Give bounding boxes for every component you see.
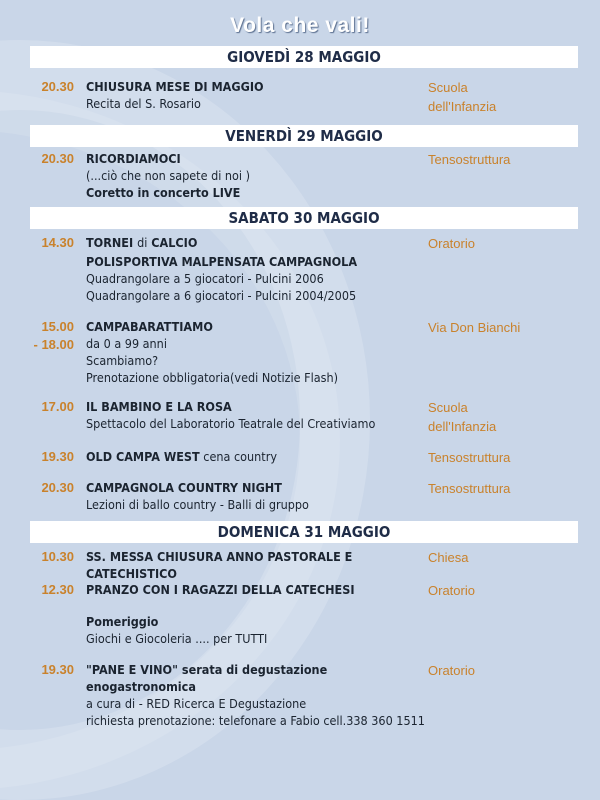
event-detail: richiesta prenotazione: telefonare a Fabio cell.338 360 1511	[86, 713, 425, 728]
event-detail: Quadrangolare a 5 giocatori - Pulcini 2006	[86, 271, 324, 286]
event-title: "PANE E VINO" serata di degustazione enogastronomica	[86, 662, 328, 694]
event-title: SS. MESSA CHIUSURA ANNO PASTORALE E CATECHISTICO	[86, 549, 353, 581]
event-time: 19.30	[41, 449, 74, 464]
event-venue: Tensostruttura	[428, 481, 511, 496]
event-title: IL BAMBINO E LA ROSA	[86, 399, 232, 414]
event-time: 15.00	[41, 319, 74, 334]
event-venue: Oratorio	[428, 663, 475, 678]
event-detail: Lezioni di ballo country - Balli di gruppo	[86, 497, 309, 512]
event-title: CAMPAGNOLA COUNTRY NIGHT	[86, 480, 282, 495]
event-detail: (...ciò che non sapete di noi )	[86, 168, 251, 183]
event-venue: Chiesa	[428, 550, 469, 565]
event-detail: Quadrangolare a 6 giocatori - Pulcini 2004/2005	[86, 288, 357, 303]
event-detail: Scambiamo?	[86, 353, 159, 368]
event-detail: Recita del S. Rosario	[86, 96, 201, 111]
event-venue: Scuola	[428, 400, 468, 415]
day-header-thursday: GIOVEDÌ 28 MAGGIO	[30, 46, 578, 68]
event-detail: cena country	[203, 449, 277, 464]
event-time: 20.30	[41, 79, 74, 94]
page-title: Vola che vali!	[230, 14, 370, 37]
day-header-sunday: DOMENICA 31 MAGGIO	[30, 521, 578, 543]
event-venue: Oratorio	[428, 583, 475, 598]
event-title: CHIUSURA MESE DI MAGGIO	[86, 79, 264, 94]
event-time: 10.30	[41, 549, 74, 564]
event-detail: Coretto in concerto LIVE	[86, 185, 241, 200]
event-venue: dell'Infanzia	[428, 419, 497, 434]
event-time: 17.00	[41, 399, 74, 414]
event-time-end: - 18.00	[33, 337, 74, 352]
event-detail: Giochi e Giocoleria .... per TUTTI	[86, 631, 268, 646]
event-title: OLD CAMPA WEST	[86, 449, 200, 464]
event-venue: Tensostruttura	[428, 152, 511, 167]
day-header-friday: VENERDÌ 29 MAGGIO	[30, 125, 578, 147]
event-title: PRANZO CON I RAGAZZI DELLA CATECHESI	[86, 582, 355, 597]
event-title: CAMPABARATTIAMO	[86, 319, 213, 334]
event-detail: Prenotazione obbligatoria(vedi Notizie Flash)	[86, 370, 339, 385]
event-title-connector: di	[137, 235, 148, 250]
event-time: 20.30	[41, 151, 74, 166]
event-time: 19.30	[41, 662, 74, 677]
event-title-end: CALCIO	[151, 235, 198, 250]
event-time: 12.30	[41, 582, 74, 597]
event-time: 20.30	[41, 480, 74, 495]
event-title: RICORDIAMOCI	[86, 151, 181, 166]
event-detail: da 0 a 99 anni	[86, 336, 167, 351]
event-venue: Scuola	[428, 80, 468, 95]
event-detail: a cura di - RED Ricerca E Degustazione	[86, 696, 307, 711]
event-title: Pomeriggio	[86, 614, 159, 629]
event-title: TORNEI	[86, 235, 134, 250]
day-header-saturday: SABATO 30 MAGGIO	[30, 207, 578, 229]
event-venue: Via Don Bianchi	[428, 320, 521, 335]
event-venue: dell'Infanzia	[428, 99, 497, 114]
event-time: 14.30	[41, 235, 74, 250]
event-detail: Spettacolo del Laboratorio Teatrale del Creativiamo	[86, 416, 376, 431]
event-detail: POLISPORTIVA MALPENSATA CAMPAGNOLA	[86, 254, 358, 269]
event-venue: Oratorio	[428, 236, 475, 251]
event-venue: Tensostruttura	[428, 450, 511, 465]
